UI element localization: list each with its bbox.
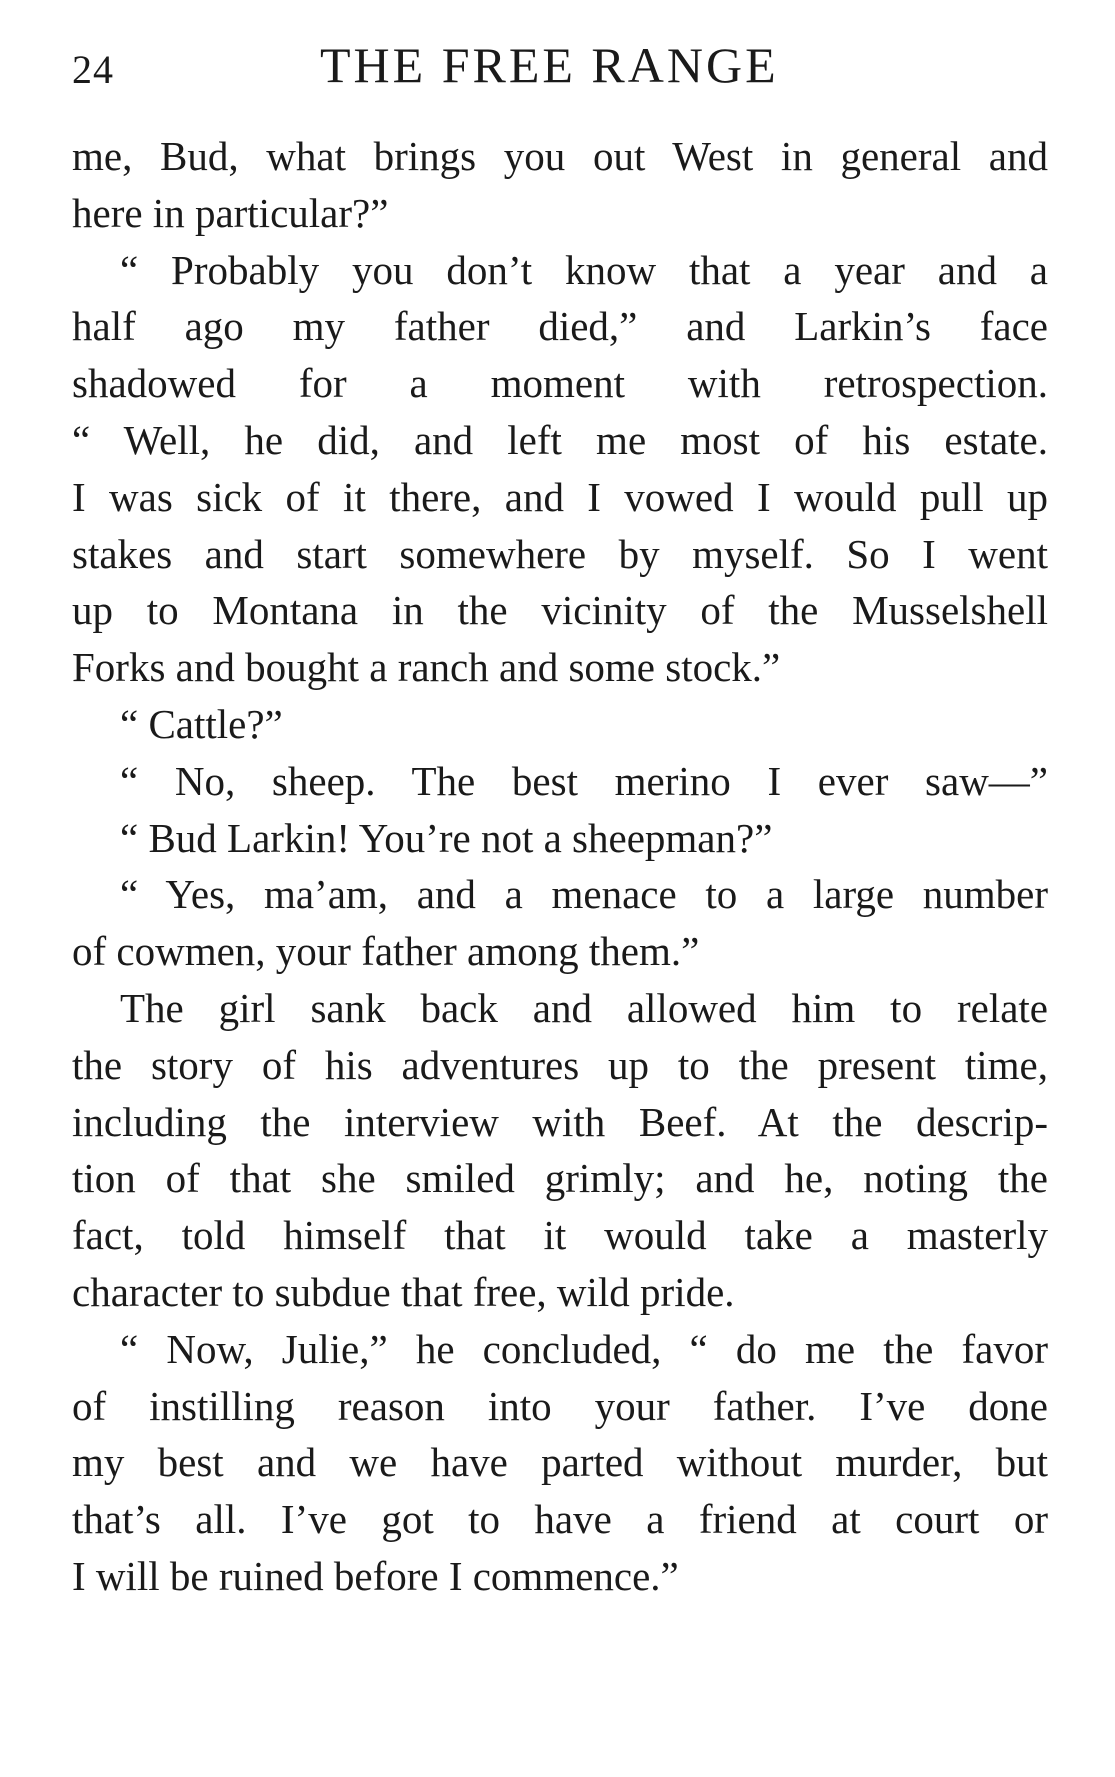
text-line: shadowed for a moment with retrospection. [72,360,1048,407]
text-line: “ Now, Julie,” he concluded, “ do me the favor [120,1325,1048,1372]
text-line: that’s all. I’ve got to have a friend at court or [72,1496,1048,1543]
text-line: “ Yes, ma’am, and a menace to a large number [120,871,1048,918]
text-line: tion of that she smiled grimly; and he, noting the [72,1155,1048,1202]
text-line: me, Bud, what brings you out West in general and [72,133,1048,179]
text-line: stakes and start somewhere by myself. So I went [72,530,1048,577]
text-line: “ Cattle?” [120,700,283,747]
text-line: “ Bud Larkin! You’re not a sheepman?” [120,814,773,861]
text-line: half ago my father died,” and Larkin’s face [72,303,1048,350]
text-line: including the interview with Beef. At the descrip- [72,1098,1048,1145]
text-line: the story of his adventures up to the present time, [72,1041,1048,1088]
text-line: “ No, sheep. The best merino I ever saw—” [120,757,1048,804]
page-number: 24 [72,47,114,92]
text-line: I was sick of it there, and I vowed I would pull up [72,473,1048,520]
text-line: of cowmen, your father among them.” [72,928,700,975]
text-line: “ Well, he did, and left me most of his estate. [72,416,1048,463]
text-line: my best and we have parted without murder, but [72,1439,1048,1486]
text-line: “ Probably you don’t know that a year and a [120,246,1048,293]
running-title: THE FREE RANGE [320,37,779,93]
text-line: fact, told himself that it would take a masterly [72,1212,1048,1259]
text-line: of instilling reason into your father. I’ve done [72,1382,1048,1429]
running-head [72,36,1052,96]
text-line: The girl sank back and allowed him to relate [120,984,1048,1031]
text-line: Forks and bought a ranch and some stock.” [72,644,781,691]
text-line: character to subdue that free, wild pride. [72,1268,735,1315]
text-line: here in particular?” [72,189,389,236]
text-line: I will be ruined before I commence.” [72,1552,679,1599]
text-line: up to Montana in the vicinity of the Musselshell [72,587,1048,634]
body-text [72,128,1048,1605]
